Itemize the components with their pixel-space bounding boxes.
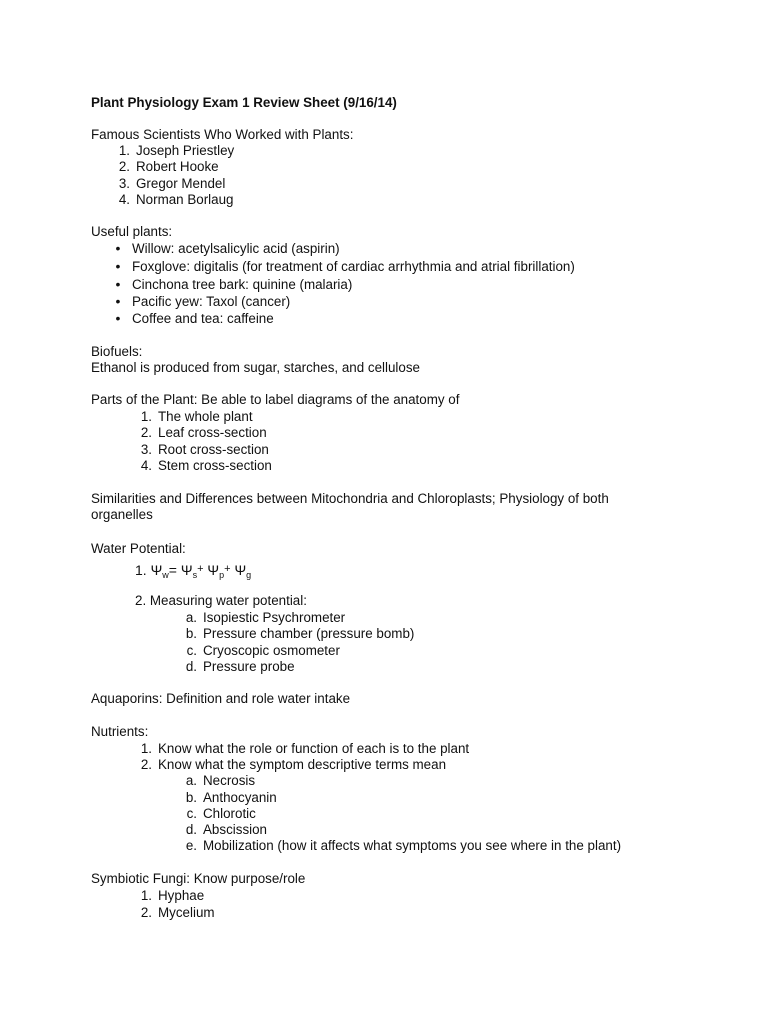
list-item: • Cinchona tree bark: quinine (malaria) xyxy=(115,276,353,292)
list-item: a. Isopiestic Psychrometer xyxy=(185,610,346,625)
measuring-heading: 2. Measuring water potential: xyxy=(135,593,307,608)
scientists-heading: Famous Scientists Who Worked with Plants: xyxy=(91,127,354,142)
list-item: d. Pressure probe xyxy=(185,659,295,674)
list-item: 3. Root cross-section xyxy=(140,442,269,457)
list-item: 1. The whole plant xyxy=(140,409,253,424)
parts-heading: Parts of the Plant: Be able to label diagrams of the anatomy of xyxy=(91,392,460,407)
list-item: 1. Hyphae xyxy=(140,888,205,903)
useful-plants-heading: Useful plants: xyxy=(91,224,173,239)
list-item: 4. Norman Borlaug xyxy=(118,192,234,207)
list-item: c. Cryoscopic osmometer xyxy=(186,643,340,658)
list-item: • Willow: acetylsalicylic acid (aspirin) xyxy=(115,240,340,256)
list-item: 2. Mycelium xyxy=(140,905,215,920)
organelles-text-line2: organelles xyxy=(91,507,153,522)
list-item: 2. Leaf cross-section xyxy=(140,425,267,440)
list-item: b. Anthocyanin xyxy=(185,790,277,805)
biofuels-text: Ethanol is produced from sugar, starches, and cellulose xyxy=(91,360,420,375)
list-item: 4. Stem cross-section xyxy=(140,458,272,473)
organelles-text-line1: Similarities and Differences between Mitochondria and Chloroplasts; Physiology of both xyxy=(91,491,609,506)
water-potential-formula: 1. $\Psi_w= \Psi_s^+$ $\Psi_p^+$ $\Psi_g$ xyxy=(135,562,252,580)
list-item: 1. Joseph Priestley xyxy=(118,143,235,158)
list-item: a. Necrosis xyxy=(185,773,256,788)
symbiotic-fungi-heading: Symbiotic Fungi: Know purpose/role xyxy=(91,871,306,886)
list-item: 1. Know what the role or function of each is to the plant xyxy=(140,741,470,756)
water-potential-heading: Water Potential: xyxy=(91,541,186,556)
list-item: 2. Robert Hooke xyxy=(118,159,219,174)
aquaporins-text: Aquaporins: Definition and role water intake xyxy=(91,691,351,706)
list-item: 2. Know what the symptom descriptive terms mean xyxy=(140,757,447,772)
nutrients-heading: Nutrients: xyxy=(91,724,149,739)
list-item: e. Mobilization (how it affects what symptoms you see where in the plant) xyxy=(185,838,622,853)
biofuels-heading: Biofuels: xyxy=(91,344,143,359)
list-item: • Foxglove: digitalis (for treatment of cardiac arrhythmia and atrial fibrillation) xyxy=(115,258,575,274)
list-item: d. Abscission xyxy=(185,822,268,837)
list-item: 3. Gregor Mendel xyxy=(118,176,226,191)
page-title: Plant Physiology Exam 1 Review Sheet (9/16/14) xyxy=(91,95,397,110)
list-item: b. Pressure chamber (pressure bomb) xyxy=(185,626,415,641)
list-item: c. Chlorotic xyxy=(186,806,256,821)
list-item: • Pacific yew: Taxol (cancer) xyxy=(115,293,291,309)
list-item: • Coffee and tea: caffeine xyxy=(115,310,274,326)
